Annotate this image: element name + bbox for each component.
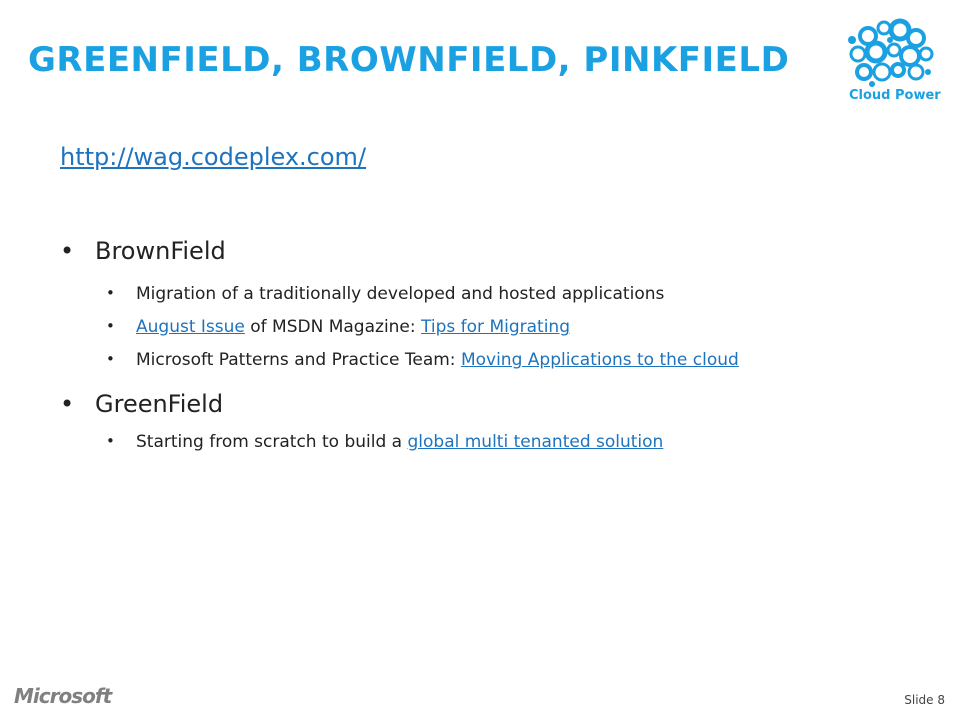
bullet-icon: • <box>106 350 115 368</box>
list-item-text: Microsoft Patterns and Practice Team: <box>136 350 461 370</box>
slide-number: Slide 8 <box>904 693 945 707</box>
logo-text: Cloud Power <box>849 88 941 103</box>
moving-applications-link[interactable]: Moving Applications to the cloud <box>460 350 739 370</box>
bullet-icon: • <box>60 390 75 418</box>
list-item-text: Starting from scratch to build a <box>136 432 408 452</box>
bullet-icon: • <box>60 237 75 265</box>
bullet-icon: • <box>106 284 115 302</box>
tips-for-migrating-link[interactable]: Tips for Migrating <box>421 317 570 337</box>
august-issue-link[interactable]: August Issue <box>136 317 245 337</box>
bullet-icon: • <box>106 317 115 335</box>
section-heading-label: BrownField <box>95 237 226 265</box>
slide-title: GREENFIELD, BROWNFIELD, PINKFIELD <box>28 40 790 80</box>
list-item-text: of MSDN Magazine: <box>244 317 422 337</box>
microsoft-logo: Microsoft <box>14 684 112 708</box>
global-multi-tenanted-solution-link[interactable]: global multi tenanted solution <box>407 432 664 452</box>
list-item-text: Migration of a traditionally developed and hosted applications <box>136 284 665 304</box>
main-link[interactable]: http://wag.codeplex.com/ <box>60 143 367 171</box>
section-heading-label: GreenField <box>95 390 224 418</box>
bullet-icon: • <box>106 432 115 450</box>
